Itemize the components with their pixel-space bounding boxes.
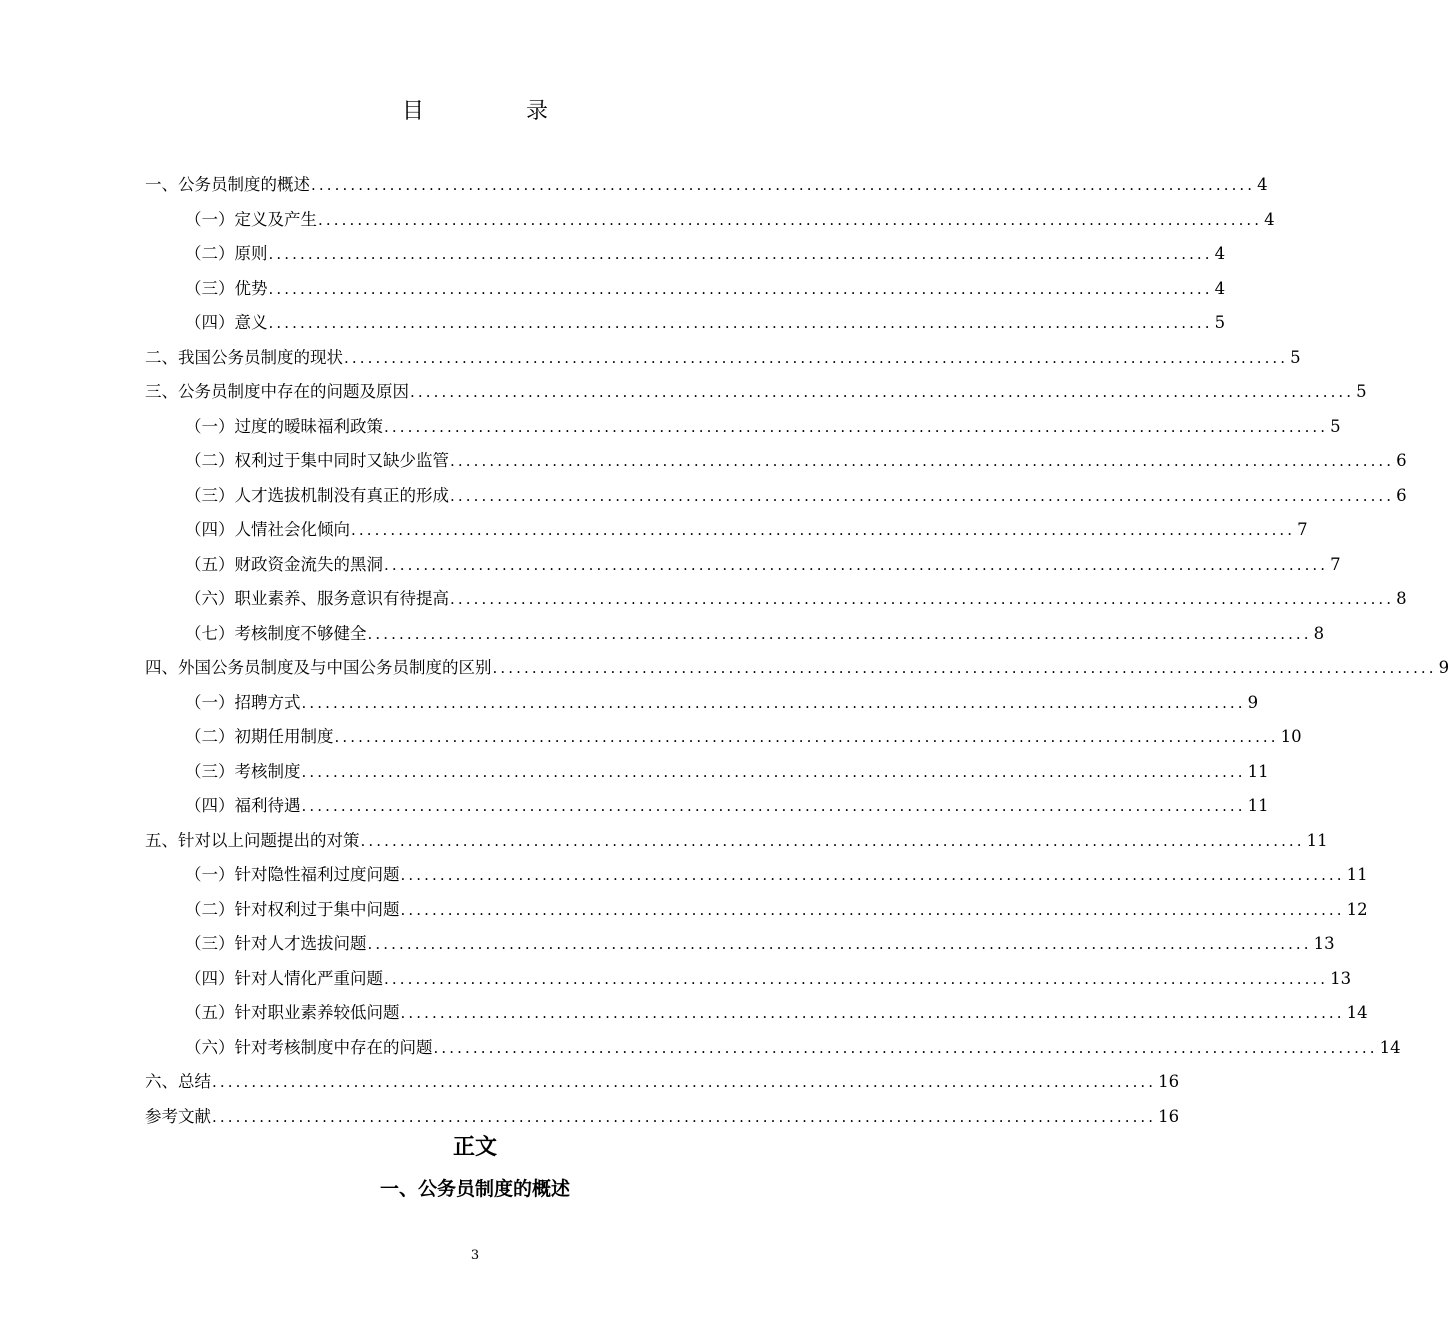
toc-entry[interactable] [145,375,1367,410]
toc-entry[interactable] [145,479,1407,514]
toc-dot-leader: ........................................................................................................................ [301,797,1246,815]
toc-entry-page: 8 [1313,623,1325,643]
toc-entry[interactable] [145,513,1308,548]
toc-entry-page: 5 [1214,313,1226,332]
toc-entry-label: 四、外国公务员制度及与中国公务员制度的区别 [145,658,492,677]
toc-dot-leader: ........................................................................................................................ [400,866,1345,884]
toc-entry-page: 11 [1346,865,1368,884]
toc-entry-page: 5 [1330,416,1341,436]
toc-entry-label: （四）意义 [185,313,268,332]
toc-entry[interactable] [145,617,1325,652]
toc-entry[interactable] [145,927,1335,962]
toc-entry-label: （三）考核制度 [185,761,301,781]
toc-entry[interactable] [145,203,1275,238]
toc-entry-page: 7 [1330,554,1341,574]
toc-entry[interactable] [145,996,1368,1031]
toc-entry-page: 4 [1214,244,1226,263]
toc-entry-page: 6 [1396,485,1407,505]
toc-entry[interactable] [145,444,1407,479]
toc-dot-leader: ........................................................................................................................ [367,935,1312,953]
toc-entry-label: （一）针对隐性福利过度问题 [185,865,400,884]
toc-entry-label: （三）人才选拔机制没有真正的形成 [185,485,449,505]
toc-entry-page: 11 [1247,761,1269,781]
toc-entry-page: 11 [1306,830,1328,850]
toc-dot-leader: ........................................................................................................................ [268,314,1213,332]
toc-dot-leader: ........................................................................................................................ [212,1073,1157,1091]
toc-entry-page: 4 [1264,209,1275,229]
toc-entry[interactable] [145,1031,1401,1066]
toc-entry-page: 7 [1297,520,1308,539]
toc-entry-page: 14 [1379,1037,1401,1057]
toc-dot-leader: ........................................................................................................................ [450,452,1395,470]
toc-entry-page: 16 [1158,1106,1180,1126]
toc-entry[interactable] [145,720,1302,755]
toc-entry[interactable] [145,168,1268,203]
toc-dot-leader: ........................................................................................................................ [334,728,1279,746]
toc-entry-label: （二）原则 [185,244,268,263]
toc-dot-leader: ........................................................................................................................ [367,624,1312,643]
toc-entry-label: （四）针对人情化严重问题 [185,968,383,988]
toc-entry-label: （二）权利过于集中同时又缺少监管 [185,451,449,470]
toc-dot-leader: ........................................................................................................................ [344,348,1289,367]
toc-entry[interactable] [145,858,1368,893]
toc-entry-page: 10 [1280,727,1302,746]
toc-entry[interactable] [145,272,1226,307]
toc-entry[interactable] [145,651,1449,686]
toc-entry-page: 4 [1257,175,1268,194]
toc-dot-leader: ........................................................................................................................ [318,210,1263,229]
toc-entry[interactable] [145,1065,1180,1100]
toc-entry-page: 5 [1290,347,1301,367]
section-title: 一、公务员制度的概述 [379,1178,570,1200]
toc-dot-leader: ........................................................................................................................ [268,245,1213,263]
toc-entry-label: （一）招聘方式 [185,692,301,712]
toc-entry-label: （二）初期任用制度 [185,727,334,746]
toc-dot-leader: ........................................................................................................................ [384,969,1329,988]
toc-entry-page: 5 [1356,382,1367,401]
toc-entry[interactable] [145,962,1352,997]
toc-entry-page: 8 [1396,589,1407,608]
toc-dot-leader: ........................................................................................................................ [410,383,1355,401]
toc-entry-page: 4 [1214,278,1226,298]
toc-dot-leader: ........................................................................................................................ [433,1038,1378,1057]
toc-dot-leader: ........................................................................................................................ [450,590,1395,608]
toc-dot-leader: ........................................................................................................................ [384,417,1329,436]
toc-entry[interactable] [145,686,1259,721]
page-number: 3 [470,1248,480,1263]
toc-entry-page: 13 [1313,934,1335,953]
toc-dot-leader: ........................................................................................................................ [384,555,1329,574]
toc-entry-label: （三）针对人才选拔问题 [185,934,367,953]
toc-entry[interactable] [145,410,1341,445]
toc-entry-page: 16 [1158,1072,1180,1091]
toc-entry-label: （四）福利待遇 [185,796,301,815]
toc-dot-leader: ........................................................................................................................ [268,279,1213,298]
toc-entry[interactable] [145,306,1226,341]
toc-entry-label: 二、我国公务员制度的现状 [145,347,343,367]
toc-title: 目 录 [401,99,588,124]
toc-entry-label: （二）针对权利过于集中问题 [185,899,400,919]
toc-dot-leader: ........................................................................................................................ [360,831,1305,850]
toc-dot-leader: ........................................................................................................................ [492,659,1437,677]
toc-entry-label: 五、针对以上问题提出的对策 [145,830,360,850]
toc-entry-page: 9 [1247,692,1259,712]
toc-entry-label: （六）针对考核制度中存在的问题 [185,1037,433,1057]
body-title: 正文 [452,1135,497,1160]
toc-entry[interactable] [145,755,1269,790]
toc-entry[interactable] [145,341,1301,376]
toc-entry[interactable] [145,789,1269,824]
toc-entry-label: （一）定义及产生 [185,209,317,229]
toc-entry-page: 11 [1247,796,1269,815]
toc-entry[interactable] [145,1100,1180,1135]
toc-entry[interactable] [145,893,1368,928]
toc-dot-leader: ........................................................................................................................ [212,1107,1157,1126]
toc-entry-label: （三）优势 [185,278,268,298]
toc-dot-leader: ........................................................................................................................ [400,1004,1345,1022]
toc-entry-label: （五）针对职业素养较低问题 [185,1003,400,1022]
toc-entry[interactable] [145,237,1226,272]
toc-entry-page: 9 [1438,658,1449,677]
toc-dot-leader: ........................................................................................................................ [301,762,1246,781]
toc-entry-label: （一）过度的暧昧福利政策 [185,416,383,436]
toc-entry-label: 一、公务员制度的概述 [145,175,310,194]
toc-entry-label: （七）考核制度不够健全 [185,623,367,643]
toc-dot-leader: ........................................................................................................................ [450,486,1395,505]
toc-entry-label: 参考文献 [145,1106,211,1126]
toc-entry-page: 12 [1346,899,1368,919]
toc-entry-label: 三、公务员制度中存在的问题及原因 [145,382,409,401]
toc-dot-leader: ........................................................................................................................ [311,176,1256,194]
toc-dot-leader: ........................................................................................................................ [400,900,1345,919]
toc-entry[interactable] [145,824,1328,859]
toc-dot-leader: ........................................................................................................................ [351,521,1296,539]
toc-entry-page: 14 [1346,1003,1368,1022]
toc-entry-label: 六、总结 [145,1072,211,1091]
toc-entry-page: 6 [1396,451,1407,470]
table-of-contents [145,168,1449,1134]
toc-entry[interactable] [145,582,1407,617]
toc-entry-page: 13 [1330,968,1352,988]
toc-entry-label: （五）财政资金流失的黑洞 [185,554,383,574]
toc-entry-label: （六）职业素养、服务意识有待提高 [185,589,449,608]
toc-entry-label: （四）人情社会化倾向 [185,520,350,539]
toc-dot-leader: ........................................................................................................................ [301,693,1246,712]
toc-entry[interactable] [145,548,1341,583]
